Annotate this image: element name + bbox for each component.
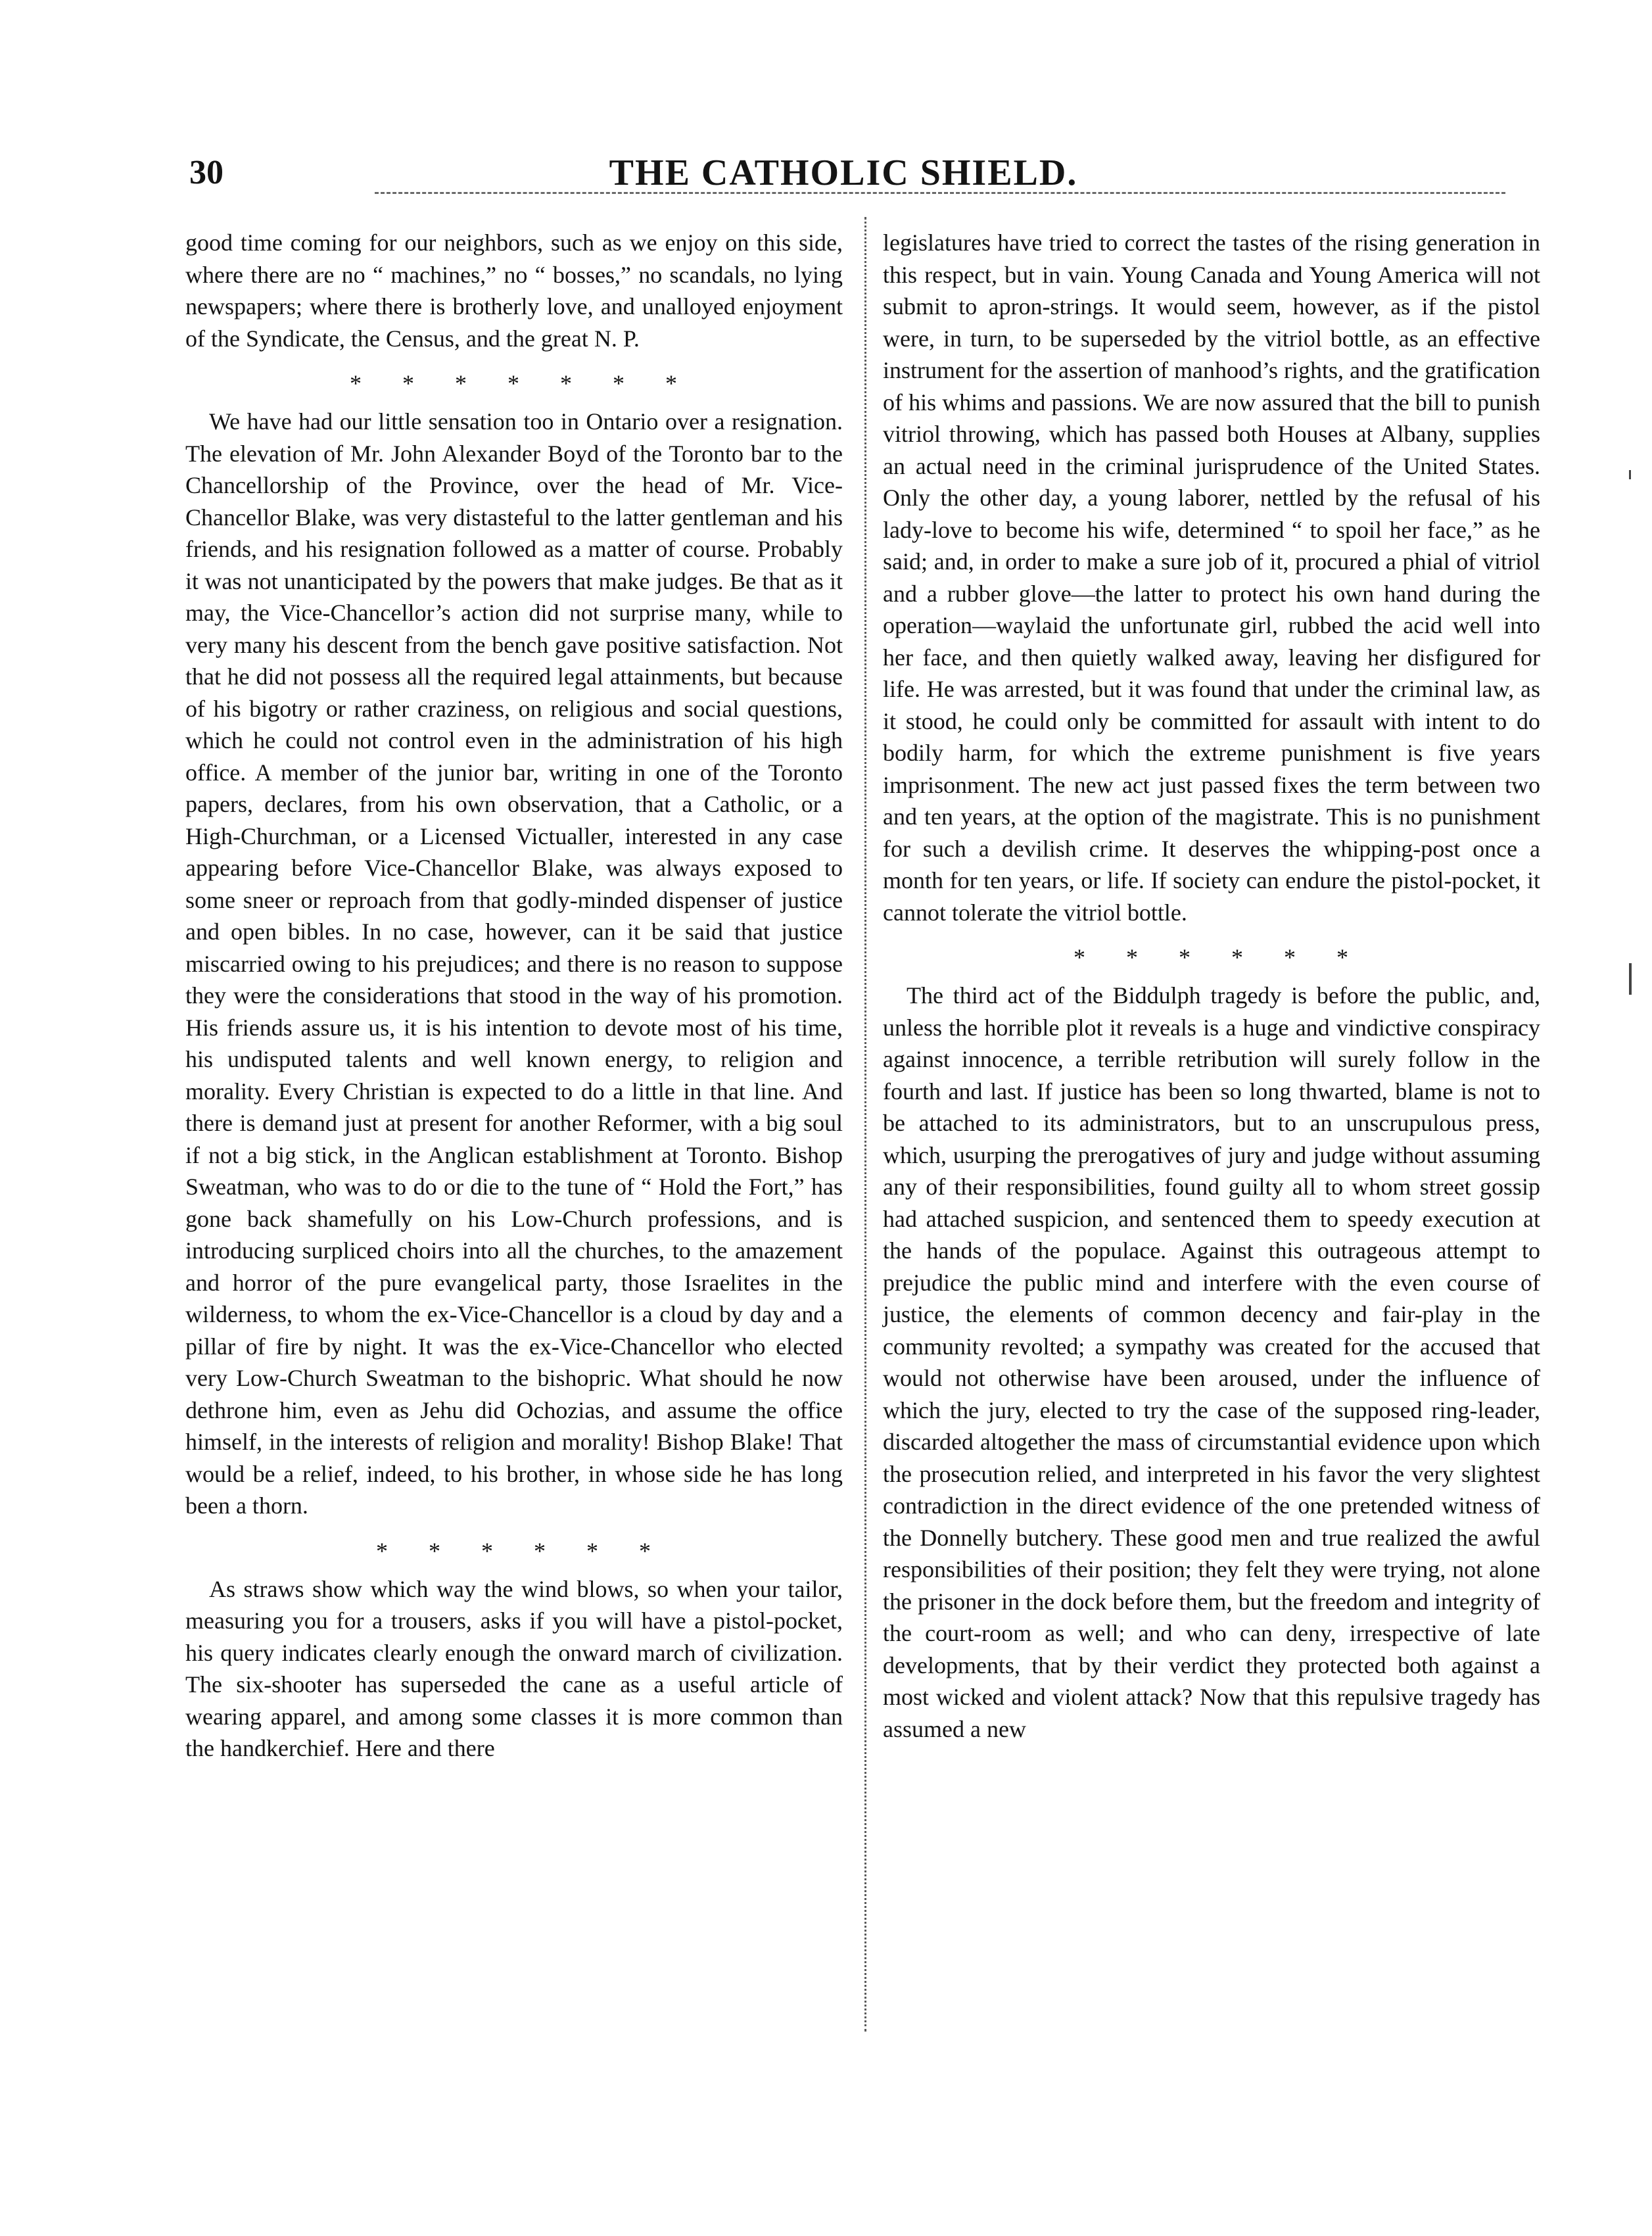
page-header bbox=[189, 150, 1498, 202]
right-column bbox=[883, 227, 1540, 1745]
paragraph-biddulph-tragedy: The third act of the Biddulph tragedy is before the public, and, unless the horrible plot it reveals is a huge and vindictive conspiracy against innocence, a terrible retribution will surely follow in the fourth and last. If justice has been so long thwarted, blame is not to be attached to its administrators, but to an unscrupulous press, which, usurping the prerogatives of jury and judge without assuming any of their responsibilities, found guilty all to whom street gossip had attached suspicion, and sentenced them to speedy execution at the hands of the populace. Against this outrageous attempt to prejudice the public mind and interfere with the even course of justice, the elements of common decency and fair-play in the community revolted; a sympathy was created for the accused that would not otherwise have been aroused, under the influence of which the jury, elected to try the case of the supposed ring-leader, discarded altogether the mass of circumstantial evidence upon which the prosecution relied, and interpreted in his favor the very slightest contradiction in the direct evidence of the one pretended witness of the Donnelly butchery. These good men and true realized the awful responsibilities of their position; they felt they were trying, not alone the prisoner in the dock before them, but the freedom and integrity of the court-room as well; and who can deny, irrespective of late developments, that by their verdict they protected both against a most wicked and violent attack? Now that this repulsive tragedy has assumed a new bbox=[883, 982, 1540, 1742]
header-rule bbox=[375, 192, 1505, 194]
section-separator: ****** bbox=[376, 1537, 692, 1564]
journal-title: THE CATHOLIC SHIELD. bbox=[609, 153, 1078, 193]
page-number: 30 bbox=[189, 154, 224, 191]
paragraph-pistol-pocket: As straws show which way the wind blows, so when your tailor, measuring you for a trousers, asks if you will have a pistol-pocket, his query indicates clearly enough the onward march of civilization. The six-shooter has superseded the cane as a useful article of wearing apparel, and among some classes it is more common than the handkerchief. Here and there bbox=[185, 1575, 843, 1761]
column-divider bbox=[864, 217, 866, 2032]
paragraph-vitriol: legislatures have tried to correct the tastes of the rising generation in this respect, but in vain. Young Canada and Young America will not submit to apron-strings. It would seem, however, as if the pistol were, in turn, to be superseded by the vitriol bottle, as an effective instrument for the assertion of manhood’s rights, and the gratification of his whims and passions. We are now assured that the bill to punish vitriol throwing, which has passed both Houses at Albany, supplies an actual need in the criminal jurisprudence of the United States. Only the other day, a young laborer, nettled by the refusal of his lady-love to become his wife, determined “ to spoil her face,” as he said; and, in order to make a sure job of it, procured a phial of vitriol and a rubber glove—the latter to protect his own hand during the operation—waylaid the unfortunate girl, rubbed the acid well into her face, and then quietly walked away, leaving her disfigured for life. He was arrested, but it was found that under the criminal law, as it stood, he could only be committed for assault with intent to do bodily harm, for which the extreme punishment is five years imprisonment. The new act just passed fixes the term between two and ten years, at the option of the magistrate. This is no punishment for such a devilish crime. It deserves the whipping-post once a month for ten years, or life. If society can endure the pistol-pocket, it cannot tolerate the vitriol bottle. bbox=[883, 229, 1540, 926]
margin-mark bbox=[1629, 470, 1631, 479]
section-separator: ******* bbox=[350, 370, 718, 396]
paragraph-continued: good time coming for our neighbors, such as we enjoy on this side, where there are no “ machines,” no “ bosses,” no scandals, no lying newspapers; where there is brotherly love, and unalloyed enjoyment of the Syndicate, the Census, and the great N. P. bbox=[185, 229, 843, 352]
paragraph-resignation: We have had our little sensation too in Ontario over a resignation. The elevation of Mr. John Alexander Boyd of the Toronto bar to the Chancellorship of the Province, over the head of Mr. Vice-Chancellor Blake, was very distasteful to the latter gentleman and his friends, and his resignation followed as a matter of course. Probably it was not unanticipated by the powers that make judges. Be that as it may, the Vice-Chancellor’s action did not surprise many, while to very many his descent from the bench gave positive satisfaction. Not that he did not possess all the required legal attainments, but because of his bigotry or rather craziness, on religious and social questions, which he could not control even in the administration of his high office. A member of the junior bar, writing in one of the Toronto papers, declares, from his own observation, that a Catholic, or a High-Churchman, or a Licensed Victualler, interested in any case appearing before Vice-Chancellor Blake, was always exposed to some sneer or reproach from that godly-minded dispenser of justice and open bibles. In no case, however, can it be said that justice miscarried owing to his prejudices; and there is no reason to suppose they were the considerations that stood in the way of his promotion. His friends assure us, it is his intention to devote most of his time, his undisputed talents and well known energy, to religion and morality. Every Christian is expected to do a little in that line. And there is demand just at present for another Reformer, with a big soul if not a big stick, in the Anglican establishment at Toronto. Bishop Sweatman, who was to do or die to the tune of “ Hold the Fort,” has gone back shamefully on his Low-Church professions, and is introducing surpliced choirs into all the churches, to the amazement and horror of the pure evangelical party, those Israelites in the wilderness, to whom the ex-Vice-Chancellor is a cloud by day and a pillar of fire by night. It was the ex-Vice-Chancellor who elected very Low-Church Sweatman to the bishopric. What should he now dethrone him, even as Jehu did Ochozias, and assume the office himself, in the interests of religion and morality! Bishop Blake! That would be a relief, indeed, to his brother, in whose side he has long been a thorn. bbox=[185, 408, 843, 1519]
section-separator: ****** bbox=[1074, 944, 1389, 970]
left-column bbox=[185, 227, 843, 1765]
margin-mark bbox=[1629, 963, 1632, 995]
